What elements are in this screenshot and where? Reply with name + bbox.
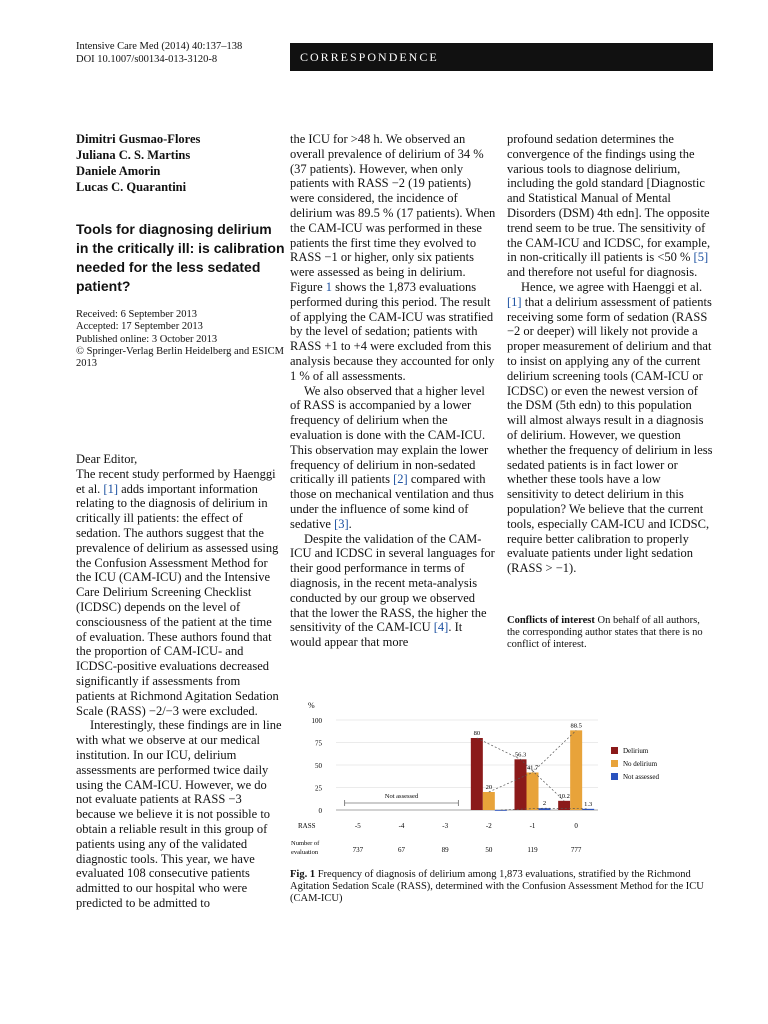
author: Juliana C. S. Martins: [76, 148, 191, 162]
n-evaluations-label: 89: [441, 846, 449, 854]
author-list: [76, 131, 200, 195]
conflict-of-interest: [507, 615, 714, 651]
text-run: adds important information relating to the diagnosis of delirium in critically ill patients: the effect of sedation. The authors suggest that the prevalence of delirium as assessed using the Confusion Assessment Method for the ICU (CAM-ICU) and the Intensive Care Delirium Screening Checklist (ICDSC) depends on the level of consciousness of the patient at the time of evaluation. These authors found that the proportion of CAM-ICU- and ICDSC-positive evaluations decreased significantly if assessments from patients at Richmond Agitation Sedation Scale (RASS) −2/−3 were excluded.: [76, 481, 279, 718]
figure-caption: [290, 869, 714, 906]
body-column-2: [290, 132, 496, 650]
received-date: Received: 6 September 2013: [76, 309, 198, 320]
text-run: compared with those on mechanical ventilation and thus under the influence of some kind of sedative: [290, 472, 494, 531]
n-evaluations-label: 67: [398, 846, 405, 854]
bar-delirium: [558, 801, 570, 810]
x-tick-label: -5: [354, 822, 361, 830]
data-label: 2: [542, 800, 547, 808]
author: Lucas C. Quarantini: [76, 180, 187, 194]
body-column-3: [507, 132, 714, 576]
paragraph: [290, 132, 496, 384]
text-run: .: [348, 516, 352, 531]
y-tick-label: 100: [311, 717, 322, 725]
n-evaluations-label: 737: [352, 846, 364, 854]
bar-chart: [286, 697, 716, 867]
legend-label: Delirium: [623, 747, 649, 755]
salutation: Dear Editor,: [76, 452, 138, 466]
legend-swatch: [611, 747, 618, 754]
bar-delirium: [471, 738, 483, 810]
paragraph: [76, 467, 282, 719]
author: Dimitri Gusmao-Flores: [76, 132, 201, 146]
text-run: and therefore not useful for diagnosis.: [507, 265, 698, 280]
n-evaluations-label: 777: [570, 846, 582, 854]
x-tick-label: -3: [442, 822, 449, 830]
coi-label: Conflicts of interest: [507, 615, 595, 626]
article-title: Tools for diagnosing delirium in the critically ill: is calibration needed for the less sedated patient?: [76, 221, 285, 294]
row-label: Number of: [291, 840, 320, 847]
x-tick-label: -4: [398, 822, 405, 830]
text-run: profound sedation determines the convergence of the findings using the various tools to diagnose delirium, including the gold standard [Diagnostic and Statistical Manual of Mental Disorders (DSM) 4th edn]. The opposite trend seem to be true. The sensitivity of the CAM-ICU and ICDSC, for example, in non-critically ill patients is <50 %: [507, 132, 711, 265]
figure-link[interactable]: 1: [325, 279, 333, 294]
figure-1: [286, 697, 716, 867]
caption-label: Fig. 1: [290, 869, 316, 880]
bar-not-assessed: [539, 808, 551, 810]
text-run: shows the 1,873 evaluations performed during this period. The result of applying the CAM-ICU was stratified by the level of sedation; patients with RASS +1 to +4 were excluded from this analysis because they accounted for only 1 % of all assessments.: [290, 279, 495, 383]
data-label: 80: [473, 730, 481, 737]
paragraph: Interestingly, these findings are in line with what we observe at our medical institution. In our ICU, delirium assessments are performed twice daily using the CAM-ICU. However, we do not evaluate patients at RASS −3 because we believe it is not possible to obtain a reliable result in this group of patients using any of the validated diagnostic tools. This year, we have evaluated 108 consecutive patients admitted to our hospital who were predicted to be admitted to: [76, 718, 282, 910]
reference-link[interactable]: [1]: [507, 294, 522, 309]
data-label: 88.5: [570, 722, 582, 730]
published-date: Published online: 3 October 2013: [76, 333, 218, 345]
data-label: 1.3: [584, 800, 593, 808]
n-evaluations-label: 119: [527, 846, 538, 854]
x-tick-label: -1: [529, 822, 536, 830]
text-run: We also observed that a higher level of RASS is accompanied by a lower frequency of delirium when the evaluation is done with the CAM-ICU. This observation may explain the lower frequency of delirium in non-sedated critically ill patients: [290, 383, 489, 487]
y-tick-label: 50: [315, 762, 322, 770]
row-label: evaluation: [291, 849, 319, 856]
not-assessed-label: Not assessed: [384, 793, 419, 800]
section-banner: CORRESPONDENCE: [290, 43, 713, 71]
bar-no-delirium: [527, 772, 539, 810]
reference-link[interactable]: [5]: [693, 250, 709, 265]
reference-link[interactable]: [1]: [103, 481, 118, 496]
n-evaluations-label: 50: [485, 846, 493, 854]
x-tick-label: 0: [574, 822, 578, 830]
reference-link[interactable]: [4]: [433, 620, 449, 635]
bar-not-assessed: [582, 809, 594, 810]
coi-text: On behalf of all authors, the corresponding author states that there is no conflict of interest.: [507, 615, 703, 650]
caption-text: Frequency of diagnosis of delirium among 1,873 evaluations, stratified by the Richmond Agitation Sedation Scale (RASS), determined with the Confusion Assessment Method for the ICU (CAM-ICU): [290, 869, 704, 905]
bar-no-delirium: [570, 730, 582, 810]
paragraph: [507, 132, 714, 280]
x-tick-label: -2: [485, 822, 492, 830]
paragraph: [290, 532, 496, 650]
paragraph: [507, 280, 714, 576]
bar-delirium: [515, 759, 527, 810]
legend-swatch: [611, 760, 618, 767]
publication-dates: [76, 309, 286, 370]
bar-no-delirium: [483, 792, 495, 810]
copyright: © Springer-Verlag Berlin Heidelberg and ESICM 2013: [76, 345, 284, 370]
body-column-1: [76, 452, 282, 911]
doi: DOI 10.1007/s00134-013-3120-8: [76, 54, 218, 65]
journal-header: [76, 40, 242, 66]
text-run: Hence, we agree with Haenggi et al.: [521, 279, 703, 294]
data-label: 56.3: [514, 751, 527, 759]
y-tick-label: 0: [318, 807, 322, 815]
y-tick-label: 25: [315, 784, 322, 793]
paragraph: [290, 384, 496, 532]
accepted-date: Accepted: 17 September 2013: [76, 321, 203, 333]
legend-swatch: [611, 773, 618, 780]
author: Daniele Amorin: [76, 164, 161, 178]
journal-citation: Intensive Care Med (2014) 40:137–138: [76, 41, 243, 52]
x-axis-label: RASS: [298, 822, 316, 830]
legend-label: Not assessed: [623, 773, 659, 781]
text-run: that a delirium assessment of patients receiving some form of sedation (RASS −2 or deeper) will likely not provide a proper measurement of delirium and that to insist on applying any of the current delirium screening tools (CAM-ICU or ICDSC) or even the newest version of the DSM (5th edn) to this population will almost always result in a diagnosis of delirium. However, we question whether the frequency of delirium in less sedated patients is in fact lower or whether these tools have a low sensitivity to detect delirium in this population? We believe that the current tools, especially CAM-ICU and ICDSC, require better calibration to properly evaluate patients under light sedation (RASS > −1).: [507, 294, 713, 576]
text-run: Despite the validation of the CAM-ICU and ICDSC in several languages for their good performance in terms of diagnosis, in the recent meta-analysis conducted by our group we observed that the lower the RASS, the higher the sensitivity of the CAM-ICU: [290, 531, 495, 635]
y-tick-label: 75: [315, 739, 322, 748]
data-label: 10.2: [558, 792, 570, 800]
legend-label: No delirium: [623, 760, 658, 768]
text-run: the ICU for >48 h. We observed an overall prevalence of delirium of 34 % (37 patients). However, when only patients with RASS −2 (19 patients) were considered, the incidence of delirium was 89.5 % (17 patients). When the CAM-ICU was performed in these patients the first time they evolved to RASS −1 or higher, only six patients were assessed as being in delirium. Figure: [290, 132, 496, 294]
data-label: 41.7: [526, 764, 539, 772]
reference-link[interactable]: [3]: [334, 516, 349, 531]
data-label: 20: [485, 784, 493, 791]
y-axis-label: %: [308, 701, 315, 710]
text-run: . It would appear that more: [290, 620, 463, 650]
text-run: The recent study performed by Haenggi et al.: [76, 466, 276, 496]
reference-link[interactable]: [2]: [393, 472, 408, 487]
